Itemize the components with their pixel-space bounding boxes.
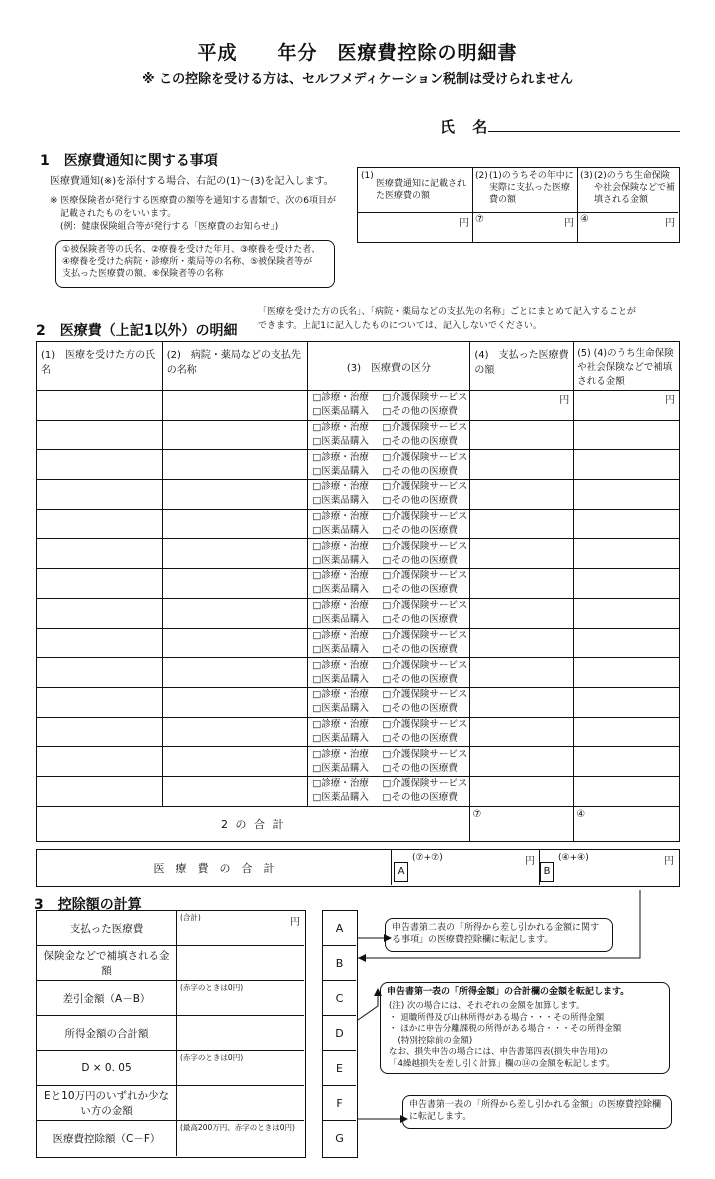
checkbox-treatment[interactable]: □診療・治療: [312, 451, 369, 463]
table-row: [37, 539, 680, 569]
calc-label: 保険金などで補填される金額: [37, 946, 177, 980]
section1-item: ④療養を受けた病院・診療所・薬局等の名称、⑤被保険者等が: [62, 257, 313, 267]
s2-insurance-cell[interactable]: [574, 420, 680, 450]
s2-category-cell[interactable]: [308, 598, 470, 628]
calc-row: [37, 1121, 304, 1156]
s2-header-payee: (2) 病院・薬局などの支払先の名称: [162, 342, 308, 391]
checkbox-care[interactable]: □介護保険サービス: [382, 422, 468, 434]
calc-letter: D: [323, 1016, 356, 1051]
s2-insurance-cell[interactable]: [574, 717, 680, 747]
checkbox-medicine[interactable]: □医薬品購入: [312, 643, 369, 655]
medical-total-label: 医 療 費 の 合 計: [37, 850, 392, 885]
s2-total-row: [37, 806, 680, 841]
s2-category-cell[interactable]: [308, 747, 470, 777]
section1-table: [357, 167, 680, 243]
calc-label: 支払った医療費: [37, 911, 177, 945]
s2-total-label: 2 の 合 計: [37, 806, 470, 841]
s1-col3-header: (3) (2)のうち生命保険や社会保険などで補填される金額: [578, 168, 678, 213]
checkbox-medicine[interactable]: □医薬品購入: [312, 792, 369, 804]
s2-category-cell[interactable]: [308, 658, 470, 688]
table-row: [37, 450, 680, 480]
s2-amount-cell[interactable]: [470, 391, 574, 421]
calc-row: [37, 911, 304, 946]
name-label: 氏 名: [440, 118, 494, 136]
name-field[interactable]: [488, 131, 680, 132]
s2-insurance-cell[interactable]: [574, 569, 680, 599]
s2-payee-cell[interactable]: [162, 420, 308, 450]
s1-col1-header: (1) 医療費通知に記載された医療費の額: [358, 168, 473, 213]
checkbox-care[interactable]: □介護保険サービス: [382, 570, 468, 582]
s2-payee-cell[interactable]: [162, 539, 308, 569]
checkbox-treatment[interactable]: □診療・治療: [312, 689, 369, 701]
s2-category-cell[interactable]: [308, 776, 470, 806]
s2-payee-cell[interactable]: [162, 509, 308, 539]
s2-category-cell[interactable]: [308, 391, 470, 421]
s2-insurance-cell[interactable]: [574, 628, 680, 658]
section1-note2: 記載されたものをいいます。: [60, 209, 177, 219]
checkbox-other[interactable]: □その他の医療費: [382, 495, 458, 507]
section1-note3: (例：健康保険組合等が発行する「医療費のお知らせ」): [60, 222, 279, 232]
checkbox-other[interactable]: □その他の医療費: [382, 525, 458, 537]
table-row: [37, 658, 680, 688]
page-title: 平成 年分 医療費控除の明細書: [197, 42, 518, 64]
checkbox-other[interactable]: □その他の医療費: [382, 703, 458, 715]
checkbox-treatment[interactable]: □診療・治療: [312, 392, 369, 404]
table-row: [37, 747, 680, 777]
checkbox-treatment[interactable]: □診療・治療: [312, 422, 369, 434]
calc-row: [37, 1051, 304, 1086]
checkbox-treatment[interactable]: □診療・治療: [312, 600, 369, 612]
checkbox-medicine[interactable]: □医薬品購入: [312, 614, 369, 626]
s1-input2[interactable]: ⑦ 円: [473, 213, 578, 242]
s2-name-cell[interactable]: [37, 717, 163, 747]
checkbox-treatment[interactable]: □診療・治療: [312, 570, 369, 582]
s2-amount-cell[interactable]: [470, 747, 574, 777]
checkbox-medicine[interactable]: □医薬品購入: [312, 406, 369, 418]
s2-insurance-cell[interactable]: [574, 480, 680, 510]
section1-heading: 1 医療費通知に関する事項: [40, 153, 218, 169]
calc-letter: F: [323, 1086, 356, 1121]
medical-total-a[interactable]: A (⑦+⑦) 円: [392, 850, 540, 885]
checkbox-care[interactable]: □介護保険サービス: [382, 451, 468, 463]
s2-category-cell[interactable]: [308, 450, 470, 480]
checkbox-other[interactable]: □その他の医療費: [382, 554, 458, 566]
calc-value[interactable]: (赤字のときは0円): [180, 1053, 244, 1062]
s2-category-cell[interactable]: [308, 480, 470, 510]
s2-name-cell[interactable]: [37, 420, 163, 450]
s2-name-cell[interactable]: [37, 598, 163, 628]
checkbox-other[interactable]: □その他の医療費: [382, 584, 458, 596]
table-row: [37, 420, 680, 450]
checkbox-care[interactable]: □介護保険サービス: [382, 689, 468, 701]
checkbox-other[interactable]: □その他の医療費: [382, 643, 458, 655]
checkbox-other[interactable]: □その他の医療費: [382, 792, 458, 804]
checkbox-treatment[interactable]: □診療・治療: [312, 748, 369, 760]
checkbox-care[interactable]: □介護保険サービス: [382, 540, 468, 552]
section2-note1: 「医療を受けた方の氏名」、「病院・薬局などの支払先の名称」ごとにまとめて記入することが: [258, 307, 637, 317]
note-a-box: 申告書第二表の「所得から差し引かれる金額に関する事項」の医療費控除欄に転記します。: [385, 918, 613, 952]
calc-letter: E: [323, 1051, 356, 1086]
checkbox-other[interactable]: □その他の医療費: [382, 406, 458, 418]
checkbox-care[interactable]: □介護保険サービス: [382, 392, 468, 404]
note-d-box: 申告書第一表の「所得金額」の合計欄の金額を転記します。 (注) 次の場合には、それぞれの金額を加算します。 ・ 退職所得及び山林所得がある場合・・・その所得金額 ・ ほかに申告分離課税の所得がある場合・・・その所得金額 (特別控除前の金額) なお、損失申告の場合には、申告書第四表(損失申告用)の 「4繰越損失を差し引く計算」欄の⑭の金額を転記します。: [380, 982, 670, 1074]
calc-letter: B: [323, 946, 356, 981]
s2-payee-cell[interactable]: [162, 717, 308, 747]
section3-arrows: [300, 890, 700, 1140]
s1-input1[interactable]: 円: [358, 213, 473, 242]
note-g-box: 申告書第一表の「所得から差し引かれる金額」の医療費控除欄に転記します。: [402, 1095, 672, 1129]
checkbox-treatment[interactable]: □診療・治療: [312, 511, 369, 523]
checkbox-medicine[interactable]: □医薬品購入: [312, 495, 369, 507]
section3-table: [36, 910, 306, 1158]
s2-header-insurance: (5) (4)のうち生命保険や社会保険などで補填される金額: [574, 342, 680, 391]
s2-payee-cell[interactable]: [162, 747, 308, 777]
yen-unit: 円: [665, 395, 675, 406]
calc-row: [37, 981, 304, 1016]
s1-input3[interactable]: ④ 円: [580, 214, 675, 229]
s2-name-cell[interactable]: [37, 687, 163, 717]
s2-name-cell[interactable]: [37, 569, 163, 599]
s2-name-cell[interactable]: [37, 628, 163, 658]
calc-letter: C: [323, 981, 356, 1016]
s2-payee-cell[interactable]: [162, 628, 308, 658]
checkbox-medicine[interactable]: □医薬品購入: [312, 584, 369, 596]
s2-payee-cell[interactable]: [162, 391, 308, 421]
checkbox-treatment[interactable]: □診療・治療: [312, 718, 369, 730]
calc-label: 差引金額（A－B）: [37, 981, 177, 1015]
calc-label: 所得金額の合計額: [37, 1016, 177, 1050]
s2-header-row: [37, 342, 680, 391]
s2-category-cell[interactable]: [308, 717, 470, 747]
s2-insurance-cell[interactable]: [574, 687, 680, 717]
calc-value[interactable]: (最高200万円、赤字のときは0円): [180, 1123, 295, 1132]
s2-category-cell[interactable]: [308, 628, 470, 658]
table-row: [37, 687, 680, 717]
s2-insurance-cell[interactable]: [574, 539, 680, 569]
s2-name-cell[interactable]: [37, 658, 163, 688]
s2-amount-cell[interactable]: [470, 509, 574, 539]
s2-insurance-cell[interactable]: [574, 658, 680, 688]
s2-name-cell[interactable]: [37, 391, 163, 421]
s2-payee-cell[interactable]: [162, 450, 308, 480]
s2-insurance-cell[interactable]: [574, 776, 680, 806]
s2-amount-cell[interactable]: [470, 480, 574, 510]
calc-label: Eと10万円のいずれか少ない方の金額: [37, 1086, 177, 1120]
checkbox-care[interactable]: □介護保険サービス: [382, 748, 468, 760]
s2-amount-cell[interactable]: [470, 450, 574, 480]
s2-header-category: (3) 医療費の区分: [308, 342, 470, 391]
section2-table: [36, 341, 680, 842]
section1-items-box: [55, 240, 335, 288]
table-row: [37, 509, 680, 539]
s2-amount-cell[interactable]: [470, 628, 574, 658]
calc-value[interactable]: [177, 1016, 304, 1050]
s2-payee-cell[interactable]: [162, 598, 308, 628]
section1-item: ①被保険者等の氏名、②療養を受けた年月、③療養を受けた者、: [62, 245, 321, 255]
s2-category-cell[interactable]: [308, 509, 470, 539]
page-subtitle: ※ この控除を受ける方は、セルフメディケーション税制は受けられません: [141, 72, 574, 87]
medical-total-b[interactable]: B (④+④) 円: [540, 850, 678, 885]
s2-category-cell[interactable]: [308, 420, 470, 450]
checkbox-care[interactable]: □介護保険サービス: [382, 718, 468, 730]
s2-insurance-cell[interactable]: [574, 391, 680, 421]
s2-amount-cell[interactable]: [470, 539, 574, 569]
s2-category-cell[interactable]: [308, 539, 470, 569]
checkbox-treatment[interactable]: □診療・治療: [312, 629, 369, 641]
s2-payee-cell[interactable]: [162, 569, 308, 599]
checkbox-care[interactable]: □介護保険サービス: [382, 511, 468, 523]
checkbox-treatment[interactable]: □診療・治療: [312, 778, 369, 790]
calc-row: [37, 946, 304, 981]
section1-item: 支払った医療費の額、⑥保険者等の名称: [62, 269, 224, 279]
arrow-d-icon: [358, 994, 378, 1020]
yen-unit: 円: [559, 395, 570, 406]
s2-amount-cell[interactable]: [470, 569, 574, 599]
calc-label: 医療費控除額（C－F）: [37, 1121, 177, 1156]
s1-col2-header: (2) (1)のうちその年中に実際に支払った医療費の額: [473, 168, 578, 213]
checkbox-care[interactable]: □介護保険サービス: [382, 481, 468, 493]
s2-amount-cell[interactable]: [470, 717, 574, 747]
checkbox-care[interactable]: □介護保険サービス: [382, 629, 468, 641]
s2-name-cell[interactable]: [37, 776, 163, 806]
s2-name-cell[interactable]: [37, 747, 163, 777]
s2-insurance-cell[interactable]: [574, 450, 680, 480]
checkbox-other[interactable]: □その他の医療費: [382, 614, 458, 626]
calc-value[interactable]: [177, 946, 304, 980]
s2-payee-cell[interactable]: [162, 687, 308, 717]
table-row: [37, 569, 680, 599]
calc-letter: A: [323, 911, 356, 946]
checkbox-medicine[interactable]: □医薬品購入: [312, 465, 369, 477]
letter-a-box: A: [394, 862, 408, 882]
letter-b-box: B: [540, 862, 554, 882]
checkbox-other[interactable]: □その他の医療費: [382, 762, 458, 774]
table-row: [37, 776, 680, 806]
calc-value[interactable]: (合計) 円: [180, 913, 300, 928]
medical-total-box: [36, 849, 680, 887]
checkbox-medicine[interactable]: □医薬品購入: [312, 732, 369, 744]
checkbox-other[interactable]: □その他の医療費: [382, 673, 458, 685]
table-row: [37, 717, 680, 747]
section2-heading: 2 医療費（上記1以外）の明細: [36, 323, 238, 339]
table-row: [37, 391, 680, 421]
s2-payee-cell[interactable]: [162, 776, 308, 806]
s2-amount-cell[interactable]: [470, 658, 574, 688]
s2-insurance-cell[interactable]: [574, 598, 680, 628]
s2-name-cell[interactable]: [37, 450, 163, 480]
section1-note1: ※ 医療保険者が発行する医療費の額等を通知する書類で、次の6項目が: [50, 196, 336, 206]
calc-value[interactable]: (赤字のときは0円): [180, 983, 244, 992]
checkbox-medicine[interactable]: □医薬品購入: [312, 436, 369, 448]
section1-text: 医療費通知(※)を添付する場合、右記の(1)～(3)を記入します。: [50, 176, 334, 187]
s2-total-amount[interactable]: ⑦: [470, 806, 574, 841]
s2-category-cell[interactable]: [308, 687, 470, 717]
s2-payee-cell[interactable]: [162, 480, 308, 510]
checkbox-medicine[interactable]: □医薬品購入: [312, 673, 369, 685]
arrow-b-icon: [358, 890, 640, 958]
s2-total-insurance[interactable]: ④: [574, 806, 680, 841]
checkbox-medicine[interactable]: □医薬品購入: [312, 703, 369, 715]
s2-amount-cell[interactable]: [470, 687, 574, 717]
checkbox-medicine[interactable]: □医薬品購入: [312, 554, 369, 566]
calc-row: [37, 1016, 304, 1051]
checkbox-other[interactable]: □その他の医療費: [382, 732, 458, 744]
checkbox-treatment[interactable]: □診療・治療: [312, 659, 369, 671]
table-row: [37, 628, 680, 658]
checkbox-medicine[interactable]: □医薬品購入: [312, 525, 369, 537]
s2-header-name: (1) 医療を受けた方の氏名: [37, 342, 163, 391]
s2-payee-cell[interactable]: [162, 658, 308, 688]
calc-letter: G: [335, 1132, 344, 1145]
table-row: [37, 480, 680, 510]
checkbox-care[interactable]: □介護保険サービス: [382, 778, 468, 790]
s2-amount-cell[interactable]: [470, 776, 574, 806]
s2-name-cell[interactable]: [37, 539, 163, 569]
section2-note2: できます。上記1に記入したものについては、記入しないでください。: [258, 321, 542, 331]
calc-value[interactable]: [177, 1086, 304, 1120]
calc-label: D × 0. 05: [37, 1051, 177, 1085]
s2-amount-cell[interactable]: [470, 420, 574, 450]
s2-header-amount: (4) 支払った医療費の額: [470, 342, 574, 391]
s2-name-cell[interactable]: [37, 480, 163, 510]
table-row: [37, 598, 680, 628]
checkbox-other[interactable]: □その他の医療費: [382, 465, 458, 477]
s2-name-cell[interactable]: [37, 509, 163, 539]
checkbox-treatment[interactable]: □診療・治療: [312, 481, 369, 493]
s2-category-cell[interactable]: [308, 569, 470, 599]
s2-insurance-cell[interactable]: [574, 747, 680, 777]
checkbox-care[interactable]: □介護保険サービス: [382, 659, 468, 671]
checkbox-other[interactable]: □その他の医療費: [382, 436, 458, 448]
checkbox-treatment[interactable]: □診療・治療: [312, 540, 369, 552]
s2-amount-cell[interactable]: [470, 598, 574, 628]
checkbox-medicine[interactable]: □医薬品購入: [312, 762, 369, 774]
s2-insurance-cell[interactable]: [574, 509, 680, 539]
calc-row: [37, 1086, 304, 1121]
checkbox-care[interactable]: □介護保険サービス: [382, 600, 468, 612]
section3-heading: 3 控除額の計算: [34, 897, 142, 913]
